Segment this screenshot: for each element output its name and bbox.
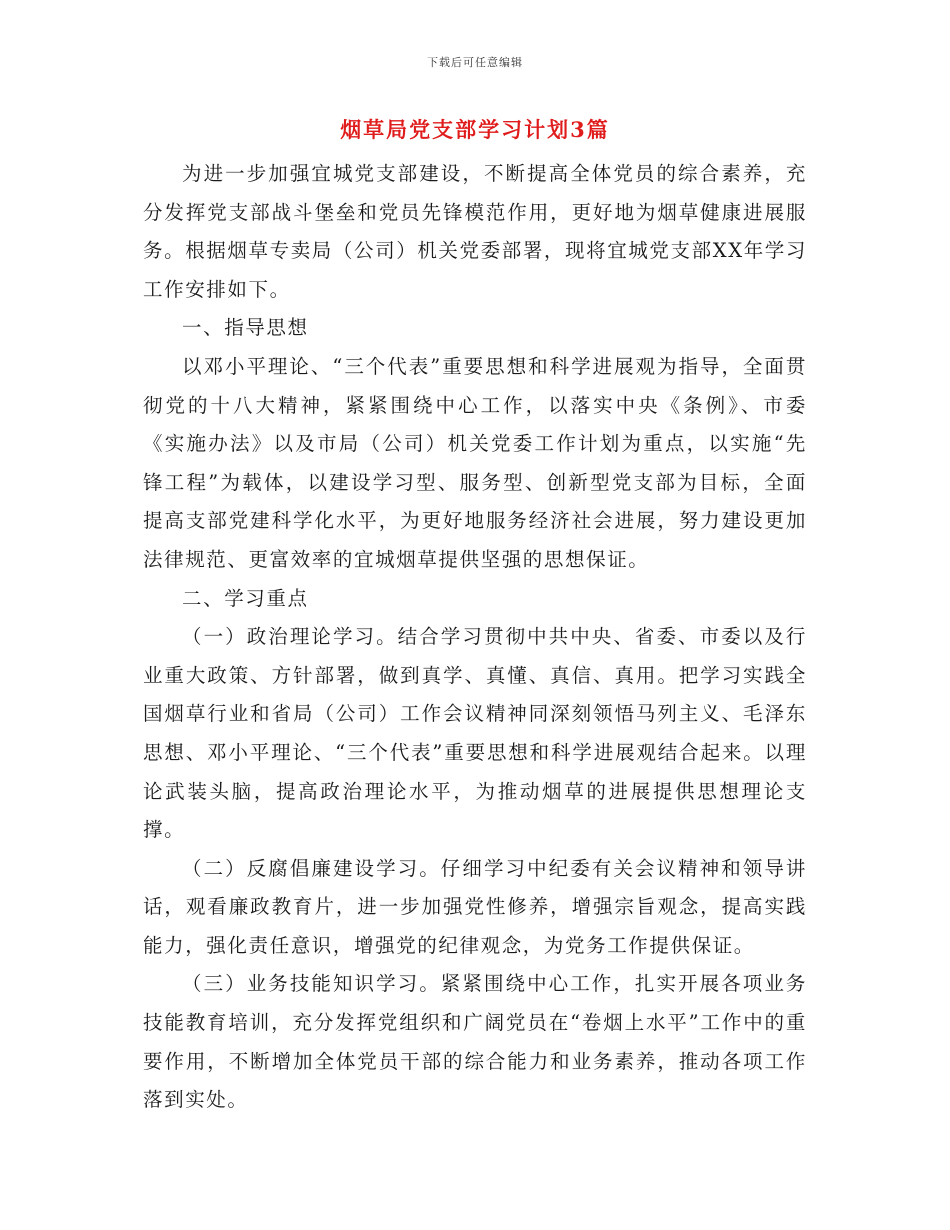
header-note: 下载后可任意编辑: [427, 56, 523, 69]
document-title: 烟草局党支部学习计划3篇: [340, 117, 610, 142]
section-heading-study-focus: 二、学习重点: [182, 586, 309, 610]
business-skills-paragraph: （三）业务技能知识学习。紧紧围绕中心工作，扎实开展各项业务技能教育培训，充分发挥党组织和广阔党员在“卷烟上水平”工作中的重要作用，不断增加全体党员干部的综合能力和业务素养，推动各项工作落到实处。: [143, 972, 807, 1112]
anti-corruption-paragraph: （二）反腐倡廉建设学习。仔细学习中纪委有关会议精神和领导讲话，观看廉政教育片，进一步加强党性修养，增强宗旨观念，提高实践能力，强化责任意识，增强党的纪律观念，为党务工作提供保证。: [143, 856, 807, 957]
document-body: [143, 155, 807, 1120]
section-heading-guiding-thought: 一、指导思想: [182, 316, 309, 340]
guiding-thought-paragraph: 以邓小平理论、“三个代表”重要思想和科学进展观为指导，全面贯彻党的十八大精神，紧紧围绕中心工作，以落实中央《条例》、市委《实施办法》以及市局（公司）机关党委工作计划为重点，以实施“先锋工程”为载体，以建设学习型、服务型、创新型党支部为目标，全面提高支部党建科学化水平，为更好地服务经济社会进展，努力建设更加法律规范、更富效率的宜城烟草提供坚强的思想保证。: [143, 354, 807, 571]
political-theory-paragraph: （一）政治理论学习。结合学习贯彻中共中央、省委、市委以及行业重大政策、方针部署，做到真学、真懂、真信、真用。把学习实践全国烟草行业和省局（公司）工作会议精神同深刻领悟马列主义、毛泽东思想、邓小平理论、“三个代表”重要思想和科学进展观结合起来。以理论武装头脑，提高政治理论水平，为推动烟草的进展提供思想理论支撑。: [143, 625, 807, 842]
intro-paragraph: 为进一步加强宜城党支部建设，不断提高全体党员的综合素养，充分发挥党支部战斗堡垒和党员先锋模范作用，更好地为烟草健康进展服务。根据烟草专卖局（公司）机关党委部署，现将宜城党支部XX年学习工作安排如下。: [143, 162, 807, 301]
